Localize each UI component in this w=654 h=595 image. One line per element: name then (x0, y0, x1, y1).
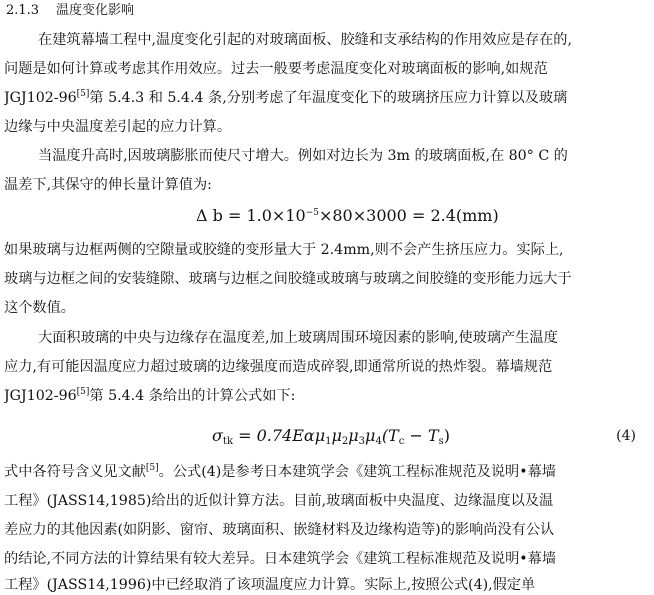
formula-rhs: ×80×3000 = 2.4(mm) (318, 206, 499, 225)
formula-mu-sub-1: 1 (325, 436, 332, 447)
paragraph-line: 应力,有可能因温度应力超过玻璃的边缘强度而造成碎裂,即通常所说的热炸裂。幕墙规范 (4, 359, 553, 375)
paragraph-line (4, 387, 644, 405)
formula-body: = 0.74Eαμ (238, 426, 326, 445)
formula-sigma-sub: tk (222, 436, 233, 447)
formula-exponent: −5 (305, 208, 319, 218)
formula-paren-open: (T (381, 426, 399, 445)
formula-ts-sub: s (438, 436, 444, 447)
paragraph-line: 工程》(JASS14,1996)中已经取消了该项温度应力计算。实际上,按照公式(4),假定单 (4, 577, 536, 593)
standard-code: JGJ102-96 (4, 90, 77, 106)
formula-mu: μ (365, 426, 376, 445)
paragraph-text: 式中各符号含义见文献 (4, 464, 146, 480)
formula-mu: μ (348, 426, 359, 445)
citation-ref: [5] (145, 463, 159, 473)
formula-thermal-stress (212, 426, 450, 446)
paragraph-line: 当温度升高时,因玻璃膨胀而使尺寸增大。例如对边长为 3m 的玻璃面板,在 80° C 的 (38, 148, 568, 164)
equation-number: (4) (616, 428, 636, 444)
section-title: 温度变化影响 (56, 3, 135, 18)
standard-code: JGJ102-96 (4, 388, 77, 404)
section-number: 2.1.3 (6, 3, 40, 18)
paragraph-line: 工程》(JASS14,1985)给出的近似计算方法。目前,玻璃面板中央温度、边缘温度以及温 (4, 493, 554, 509)
paragraph-line (4, 89, 644, 107)
formula-sigma: σ (212, 426, 223, 445)
formula-tc-sub: c (398, 436, 405, 447)
paragraph-line: 温差下,其保守的伸长量计算值为: (4, 177, 212, 193)
citation-ref: [5] (76, 89, 90, 99)
paragraph-line: 边缘与中央温度差引起的应力计算。 (4, 119, 232, 135)
formula-mu-sub-2: 2 (341, 436, 349, 447)
paragraph-line: 差应力的其他因素(如阴影、窗帘、玻璃面积、嵌缝材料及边缘构造等)的影响尚没有公认 (4, 522, 555, 538)
paragraph-line: 如果玻璃与边框两侧的空隙量或胶缝的变形量大于 2.4mm,则不会产生挤压应力。实际上, (4, 242, 564, 258)
paragraph-text: 第 5.4.4 条给出的计算公式如下: (89, 388, 296, 404)
citation-ref: [5] (76, 387, 90, 397)
formula-middle: = 1.0×10 (227, 206, 306, 225)
paragraph-line: 玻璃与边框之间的安装缝隙、玻璃与边框之间胶缝或玻璃与玻璃之间胶缝的变形能力远大于 (4, 271, 572, 287)
formula-mu: μ (331, 426, 342, 445)
formula-mu-sub-3: 3 (358, 436, 366, 447)
paragraph-line: 的结论,不同方法的计算结果有较大差异。日本建筑学会《建筑工程标准规范及说明•幕墙 (4, 551, 557, 567)
formula-paren-close: ) (443, 426, 450, 445)
paragraph-line: 问题是如何计算或考虑其作用效应。过去一般要考虑温度变化对玻璃面板的影响,如规范 (4, 61, 548, 77)
paragraph-line (4, 463, 644, 481)
formula-minus: − T (404, 426, 439, 445)
paragraph-line: 这个数值。 (4, 300, 75, 316)
formula-elongation (196, 206, 499, 226)
paragraph-text: 。公式(4)是参考日本建筑学会《建筑工程标准规范及说明•幕墙 (158, 464, 556, 480)
paragraph-line: 大面积玻璃的中央与边缘存在温度差,加上玻璃周围环境因素的影响,使玻璃产生温度 (38, 330, 558, 346)
section-heading (6, 2, 646, 20)
formula-mu-sub-4: 4 (375, 436, 382, 447)
paragraph-text: 第 5.4.3 和 5.4.4 条,分别考虑了年温度变化下的玻璃挤压应力计算以及玻璃 (89, 90, 568, 106)
paragraph-line: 在建筑幕墙工程中,温度变化引起的对玻璃面板、胶缝和支承结构的作用效应是存在的, (38, 32, 572, 48)
formula-lhs: Δ b (196, 206, 223, 225)
